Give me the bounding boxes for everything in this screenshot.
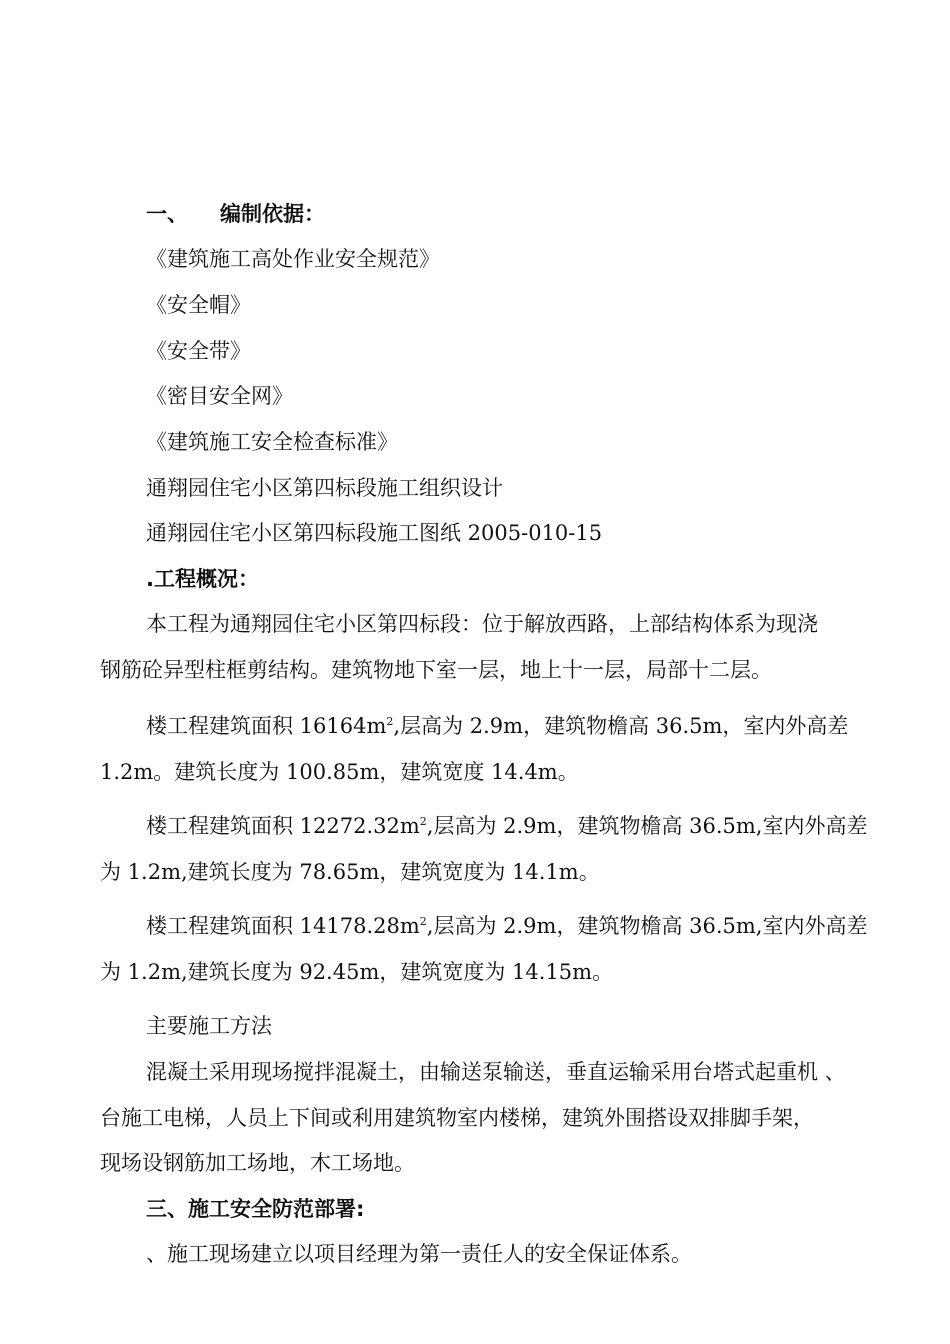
section-number: 一、 (146, 202, 188, 226)
safety-line: 、施工现场建立以项目经理为第一责任人的安全保证体系。 (146, 1242, 692, 1266)
building-2-line-2: 为 1.2m,建筑长度为 78.65m，建筑宽度为 14.1m。 (100, 860, 600, 884)
height-text: ,层高为 2.9m，建筑物檐高 36.5m，室内外高差 (393, 714, 849, 738)
building-2-line (146, 816, 867, 837)
superscript: 2 (386, 715, 394, 728)
basis-item: 《密目安全网》 (146, 384, 293, 408)
building-1-line-2: 1.2m。建筑长度为 100.85m，建筑宽度 14.4m。 (100, 760, 579, 784)
area-text: 楼工程建筑面积 16164m (146, 714, 387, 738)
building-1-line (146, 716, 848, 737)
basis-item: 《安全带》 (146, 339, 251, 363)
superscript: 2 (419, 815, 427, 828)
methods-title: 主要施工方法 (146, 1014, 272, 1038)
area-text: 楼工程建筑面积 12272.32m (146, 814, 420, 838)
building-3-line (146, 916, 867, 937)
overview-line: 钢筋砼异型柱框剪结构。建筑物地下室一层，地上十一层，局部十二层。 (100, 658, 772, 682)
methods-line: 混凝土采用现场搅拌混凝土，由输送泵输送，垂直运输采用台塔式起重机 、 (146, 1060, 846, 1084)
section-title: 编制依据： (220, 202, 325, 226)
building-3-line-2: 为 1.2m,建筑长度为 92.45m，建筑宽度为 14.15m。 (100, 960, 614, 984)
overview-line: 本工程为通翔园住宅小区第四标段：位于解放西路，上部结构体系为现浇 (146, 612, 818, 636)
area-text: 楼工程建筑面积 14178.28m (146, 914, 420, 938)
section-heading-safety: 三、施工安全防范部署: (146, 1197, 365, 1221)
basis-item: 通翔园住宅小区第四标段施工图纸 2005-010-15 (146, 521, 603, 545)
section-heading-basis (146, 204, 325, 225)
basis-item: 通翔园住宅小区第四标段施工组织设计 (146, 476, 503, 500)
superscript: 2 (419, 915, 427, 928)
height-text: ,层高为 2.9m，建筑物檐高 36.5m,室内外高差 (426, 914, 868, 938)
basis-item: 《安全帽》 (146, 293, 251, 317)
basis-item: 《建筑施工安全检查标准》 (146, 430, 398, 454)
basis-item: 《建筑施工高处作业安全规范》 (146, 247, 440, 271)
methods-line: 现场设钢筋加工场地，木工场地。 (100, 1151, 415, 1175)
section-heading-overview: .工程概况： (146, 567, 259, 591)
methods-line: 台施工电梯，人员上下间或利用建筑物室内楼梯，建筑外围搭设双排脚手架， (100, 1106, 814, 1130)
height-text: ,层高为 2.9m，建筑物檐高 36.5m,室内外高差 (426, 814, 868, 838)
